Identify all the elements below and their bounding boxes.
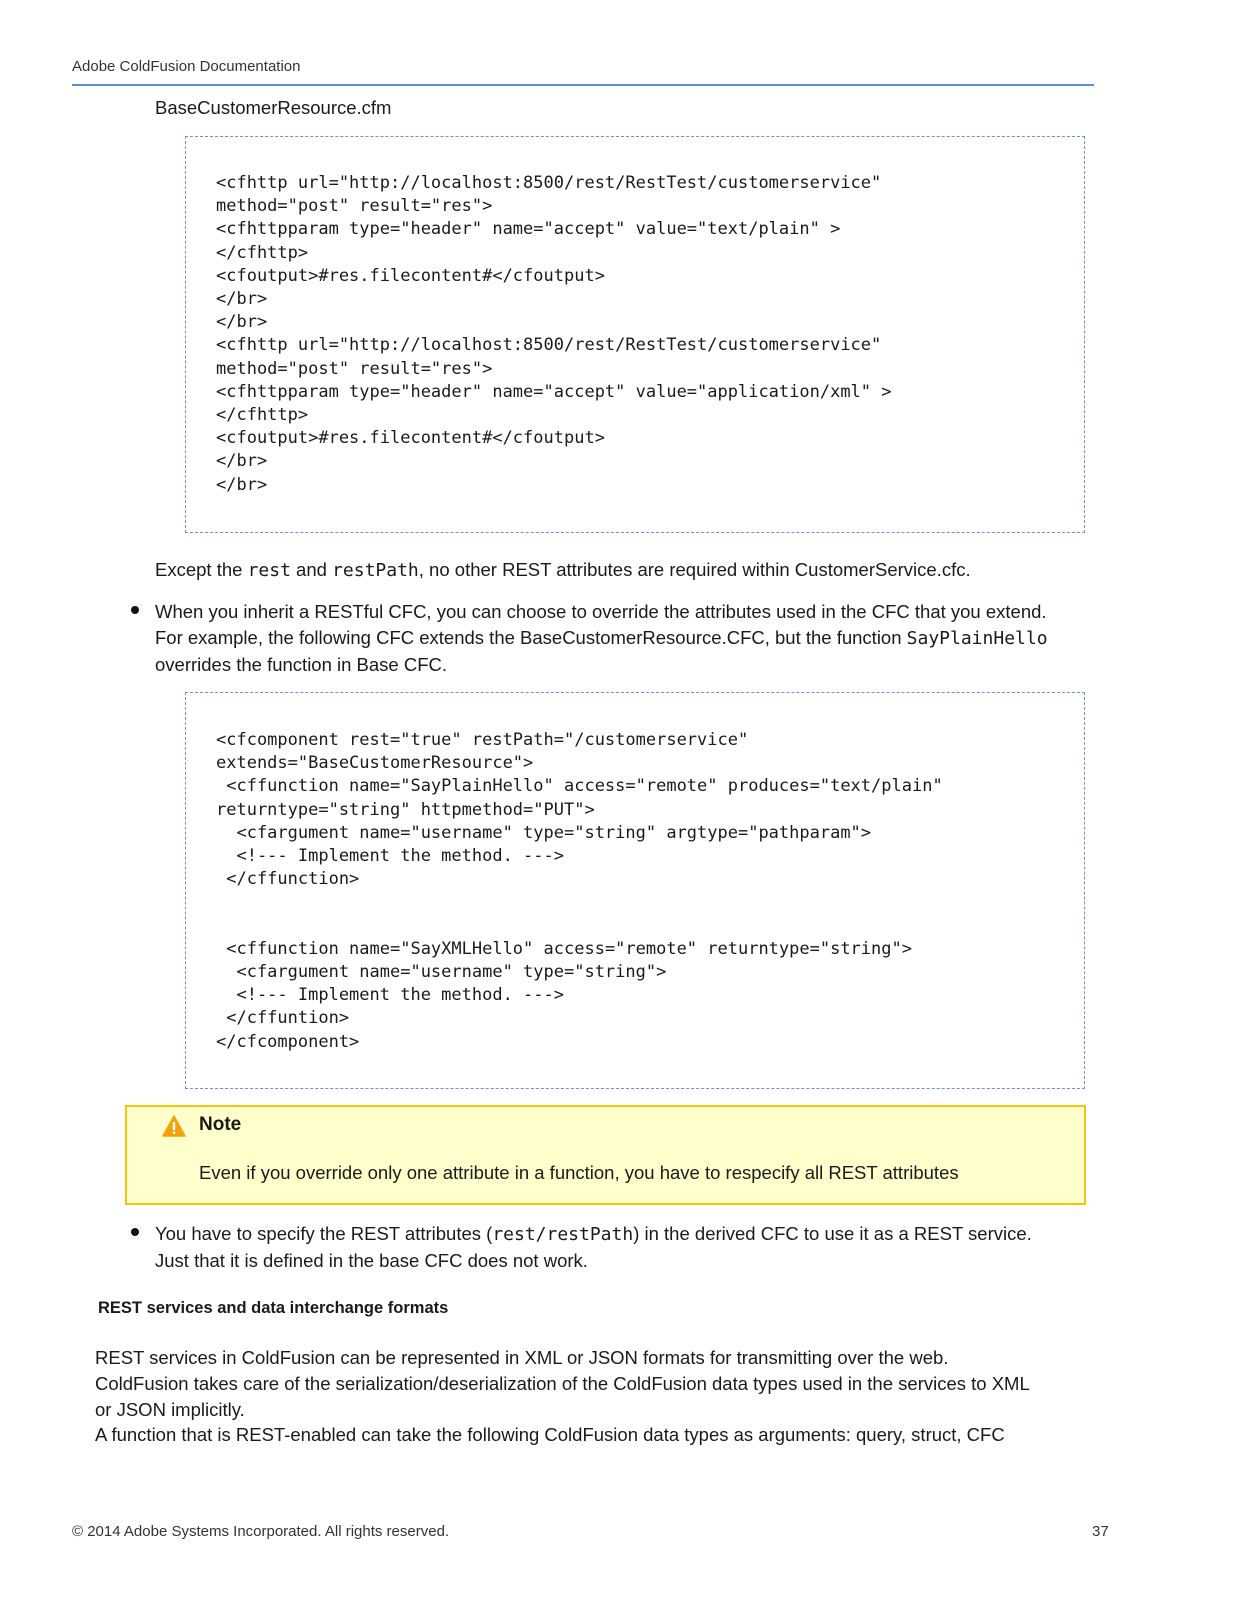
document-title: Adobe ColdFusion Documentation (72, 58, 301, 75)
inline-code-restpath: restPath (332, 560, 419, 581)
note-title: Note (199, 1114, 242, 1135)
paragraph-except (155, 557, 971, 584)
body-line: or JSON implicitly. (95, 1399, 245, 1420)
bullet-icon (131, 606, 139, 614)
warning-icon (162, 1115, 186, 1137)
note-text: Even if you override only one attribute in a function, you have to respecify all REST attributes (199, 1162, 959, 1183)
bullet-icon (131, 1228, 139, 1236)
code-block-base-customer-resource (185, 136, 1085, 533)
body-line: ColdFusion takes care of the serialization/deserialization of the ColdFusion data types used in the services to XML (95, 1373, 1030, 1394)
inline-code-rest: rest (247, 560, 291, 581)
text-span: , no other REST attributes are required within CustomerService.cfc. (418, 559, 971, 580)
copyright: © 2014 Adobe Systems Incorporated. All rights reserved. (72, 1523, 450, 1540)
body-line: A function that is REST-enabled can take the following ColdFusion data types as arguments: query, struct, CFC (95, 1424, 1005, 1445)
bullet-line (155, 625, 1048, 652)
inline-code-sayplainhello: SayPlainHello (906, 628, 1048, 649)
text-span: ) in the derived CFC to use it as a REST service. (633, 1223, 1032, 1244)
section-heading: REST services and data interchange formats (98, 1299, 449, 1317)
code-block-customer-service (185, 692, 1085, 1089)
text-span: and (290, 559, 333, 580)
page-number: 37 (1092, 1523, 1109, 1540)
bullet-line (155, 1221, 1032, 1248)
bullet-line: When you inherit a RESTful CFC, you can choose to override the attributes used in the CFC that you extend. (155, 601, 1047, 622)
text-span: Except the (155, 559, 248, 580)
text-span: You have to specify the REST attributes ( (155, 1223, 493, 1244)
file-label: BaseCustomerResource.cfm (155, 97, 392, 118)
note-callout (125, 1105, 1086, 1205)
header-divider (72, 84, 1094, 86)
bullet-line: Just that it is defined in the base CFC does not work. (155, 1250, 588, 1271)
code-text: <cfcomponent rest="true" restPath="/customerservice" extends="BaseCustomerResource"> <cffunction name="SayPlainHello" access="remote" produces="text/plain" returntype="string" httpmethod="PUT"> <cfargument name="username" type="string" argtype="pathparam"> <!--- Implement the method. ---> </cffunction> <cffunction name="SayXMLHello" access="remote" returntype="string"> <cfargument name="username" type="string"> <!--- Implement the method. ---> </cffuntion> </cfcomponent> (216, 730, 943, 1052)
bullet-line: overrides the function in Base CFC. (155, 654, 448, 675)
inline-code-rest-restpath: rest/restPath (492, 1224, 634, 1245)
body-line: REST services in ColdFusion can be represented in XML or JSON formats for transmitting over the web. (95, 1347, 949, 1368)
text-span: For example, the following CFC extends the BaseCustomerResource.CFC, but the function (155, 627, 907, 648)
code-text: <cfhttp url="http://localhost:8500/rest/RestTest/customerservice" method="post" result="res"> <cfhttpparam type="header" name="accept" value="text/plain" > </cfhttp> <cfoutput>#res.filecontent#</cfoutput> </br> </br> <cfhttp url="http://localhost:8500/rest/RestTest/customerservice" method="post" result="res"> <cfhttpparam type="header" name="accept" value="application/xml" > </cfhttp> <cfoutput>#res.filecontent#</cfoutput> </br> </br> (216, 173, 892, 495)
